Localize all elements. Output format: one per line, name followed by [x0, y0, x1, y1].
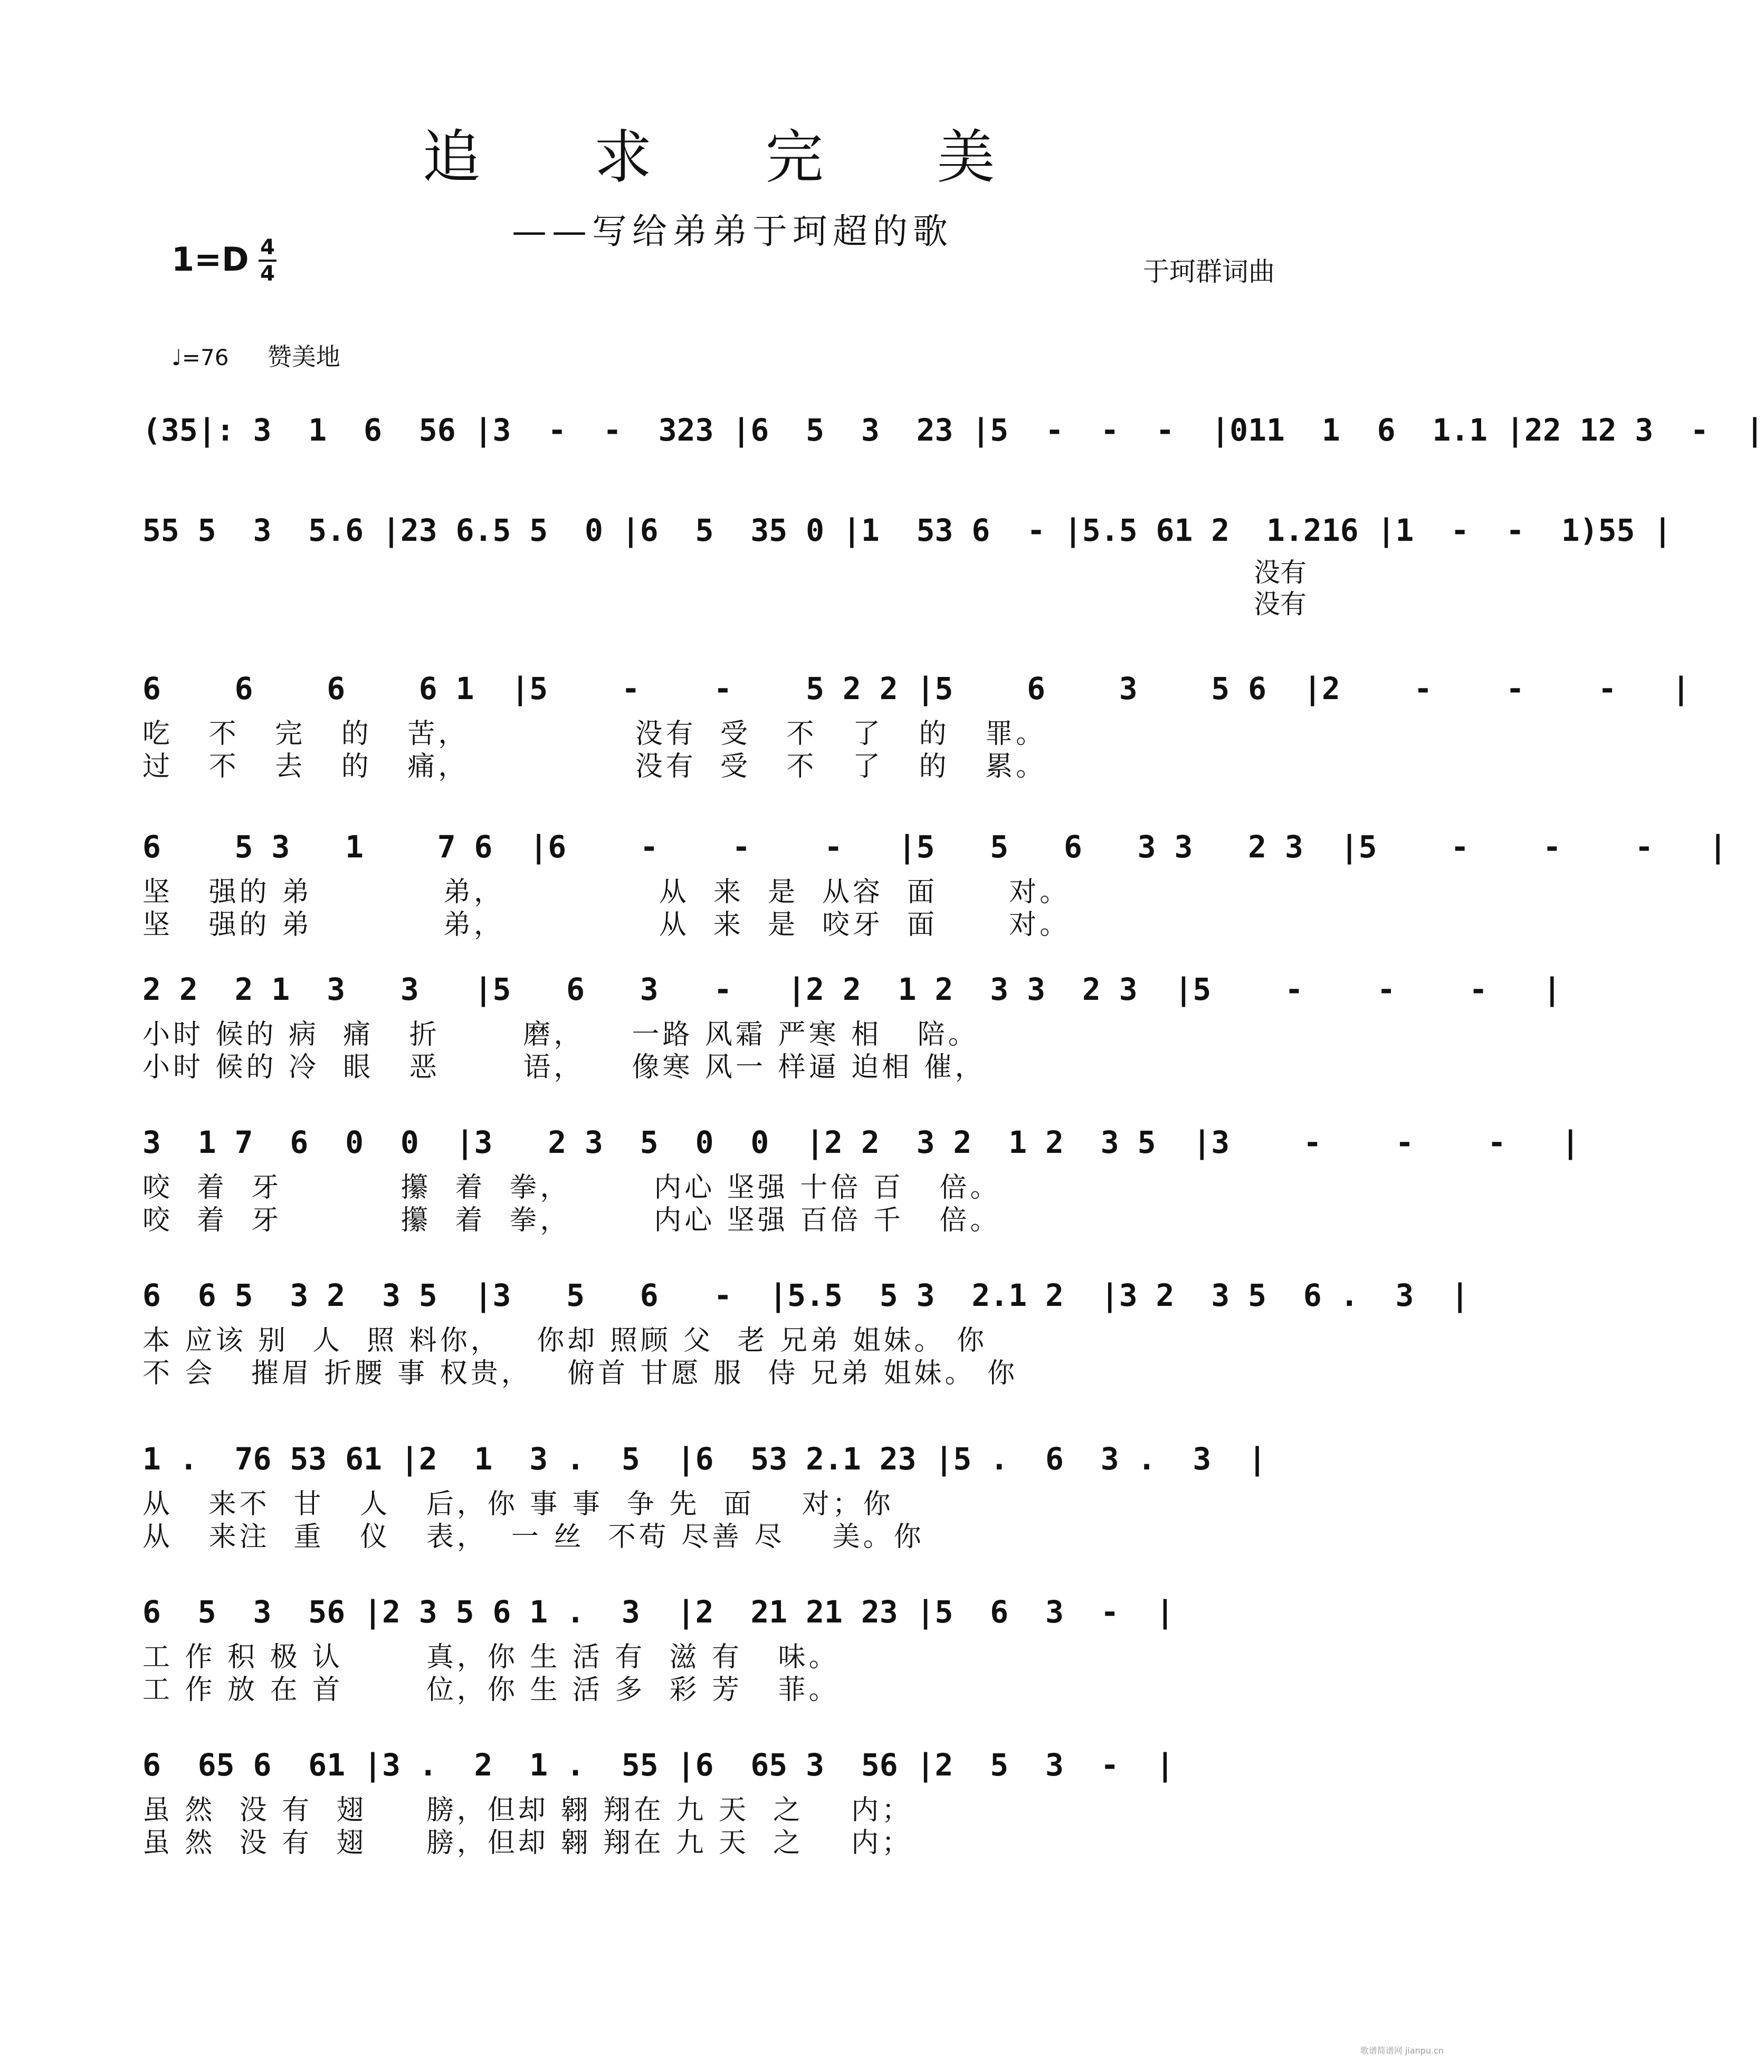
- lyric-verse-1: 从 来不 甘 人 后，你 事 事 争 先 面 对；你: [142, 1488, 894, 1520]
- lyric-verse-1: 虽 然 没 有 翅 膀，但却 翱 翔在 九 天 之 内；: [142, 1794, 913, 1826]
- staff-line: [142, 1430, 1324, 1553]
- staff-line: [142, 401, 1764, 459]
- tempo-marking: [171, 338, 340, 373]
- lyric-verse-2: 坚 强的 弟 弟， 从 来 是 咬牙 面 对。: [142, 909, 1071, 941]
- notation-row: 6 6 5 3 2 3 5 |3 5 6 - |5.5 5 3 2.1 2 |3 2 3 5 6 . 3 |: [142, 1277, 1470, 1313]
- staff-line: [142, 960, 1561, 1084]
- lyric-verse-2: 小时 候的 冷 眼 恶 语， 像寒 风一 样逼 迫相 催，: [142, 1052, 986, 1083]
- song-subtitle: ——写给弟弟于珂超的歌: [512, 211, 953, 252]
- lyric-verse-2: 工 作 放 在 首 位，你 生 活 多 彩 芳 菲。: [142, 1674, 840, 1706]
- lyric-verse-1: 吃 不 完 的 苦， 没有 受 不 了 的 罪。: [142, 718, 1047, 750]
- lyric-verse-2: 不 会 摧眉 折腰 事 权贵， 俯首 甘愿 服 侍 兄弟 姐妹。 你: [142, 1358, 1018, 1389]
- time-signature-top: 4: [260, 235, 275, 260]
- notation-row: 2 2 2 1 3 3 |5 6 3 - |2 2 1 2 3 3 2 3 |5 - - - |: [142, 971, 1561, 1007]
- staff-line: [142, 1113, 1580, 1237]
- time-signature-bottom: 4: [260, 262, 275, 286]
- staff-line: [142, 501, 1672, 559]
- lyric-verse-2: 从 来注 重 仪 表， 一 丝 不苟 尽善 尽 美。你: [142, 1521, 924, 1553]
- expression-marking: 赞美地: [267, 342, 340, 371]
- staff-line: [142, 1736, 1324, 1859]
- lyric-verse-1: 本 应该 别 人 照 料你， 你却 照顾 父 老 兄弟 姐妹。 你: [142, 1325, 987, 1357]
- staff-line: [142, 1266, 1470, 1390]
- notation-row: 1 . 76 53 61 |2 1 3 . 5 |6 53 2.1 23 |5 . 6 3 . 3 |: [142, 1441, 1267, 1477]
- notation-row: 6 6 6 6 1 |5 - - 5 2 2 |5 6 3 5 6 |2 - - - |: [142, 671, 1691, 706]
- staff-line: [142, 818, 1728, 941]
- watermark: 歌谱简谱网 jianpu.cn: [1360, 2046, 1444, 2056]
- composer-credit: 于珂群词曲: [1143, 256, 1275, 287]
- pickup-lyric-1: 没有: [1254, 557, 1307, 588]
- song-title: 追 求 完 美: [422, 123, 1043, 191]
- key-signature: 1=D: [171, 240, 249, 279]
- pickup-lyrics: [1254, 557, 1307, 620]
- lyric-verse-2: 过 不 去 的 痛， 没有 受 不 了 的 累。: [142, 751, 1047, 782]
- lyric-verse-1: 工 作 积 极 认 真，你 生 活 有 滋 有 味。: [142, 1641, 840, 1673]
- tempo-value: ♩=76: [171, 345, 229, 370]
- notation-row: 55 5 3 5.6 |23 6.5 5 0 |6 5 35 0 |1 53 6 - |5.5 61 2 1.216 |1 - - 1)55 |: [142, 512, 1672, 548]
- staff-line: [142, 660, 1691, 783]
- lyric-verse-1: 坚 强的 弟 弟， 从 来 是 从容 面 对。: [142, 876, 1071, 908]
- notation-row: 6 65 6 61 |3 . 2 1 . 55 |6 65 3 56 |2 5 3 - |: [142, 1747, 1175, 1783]
- notation-row: (35|: 3 1 6 56 |3 - - 323 |6 5 3 23 |5 - - - |011 1 6 1.1 |22 12 3 - |: [142, 412, 1764, 448]
- notation-row: 3 1 7 6 0 0 |3 2 3 5 0 0 |2 2 3 2 1 2 3 5 |3 - - - |: [142, 1124, 1580, 1160]
- lyric-verse-1: 小时 候的 病 痛 折 磨， 一路 风霜 严寒 相 陪。: [142, 1019, 979, 1051]
- notation-row: 6 5 3 1 7 6 |6 - - - |5 5 6 3 3 2 3 |5 - - - |: [142, 829, 1728, 865]
- lyric-verse-1: 咬 着 牙 攥 着 拳， 内心 坚强 十倍 百 倍。: [142, 1172, 1001, 1204]
- notation-row: 6 5 3 56 |2 3 5 6 1 . 3 |2 21 21 23 |5 6 3 - |: [142, 1594, 1175, 1630]
- pickup-lyric-2: 没有: [1254, 589, 1307, 619]
- lyric-verse-2: 咬 着 牙 攥 着 拳， 内心 坚强 百倍 千 倍。: [142, 1205, 1001, 1236]
- time-signature: [259, 236, 276, 285]
- staff-line: [142, 1583, 1324, 1706]
- lyric-verse-2: 虽 然 没 有 翅 膀，但却 翱 翔在 九 天 之 内；: [142, 1827, 913, 1859]
